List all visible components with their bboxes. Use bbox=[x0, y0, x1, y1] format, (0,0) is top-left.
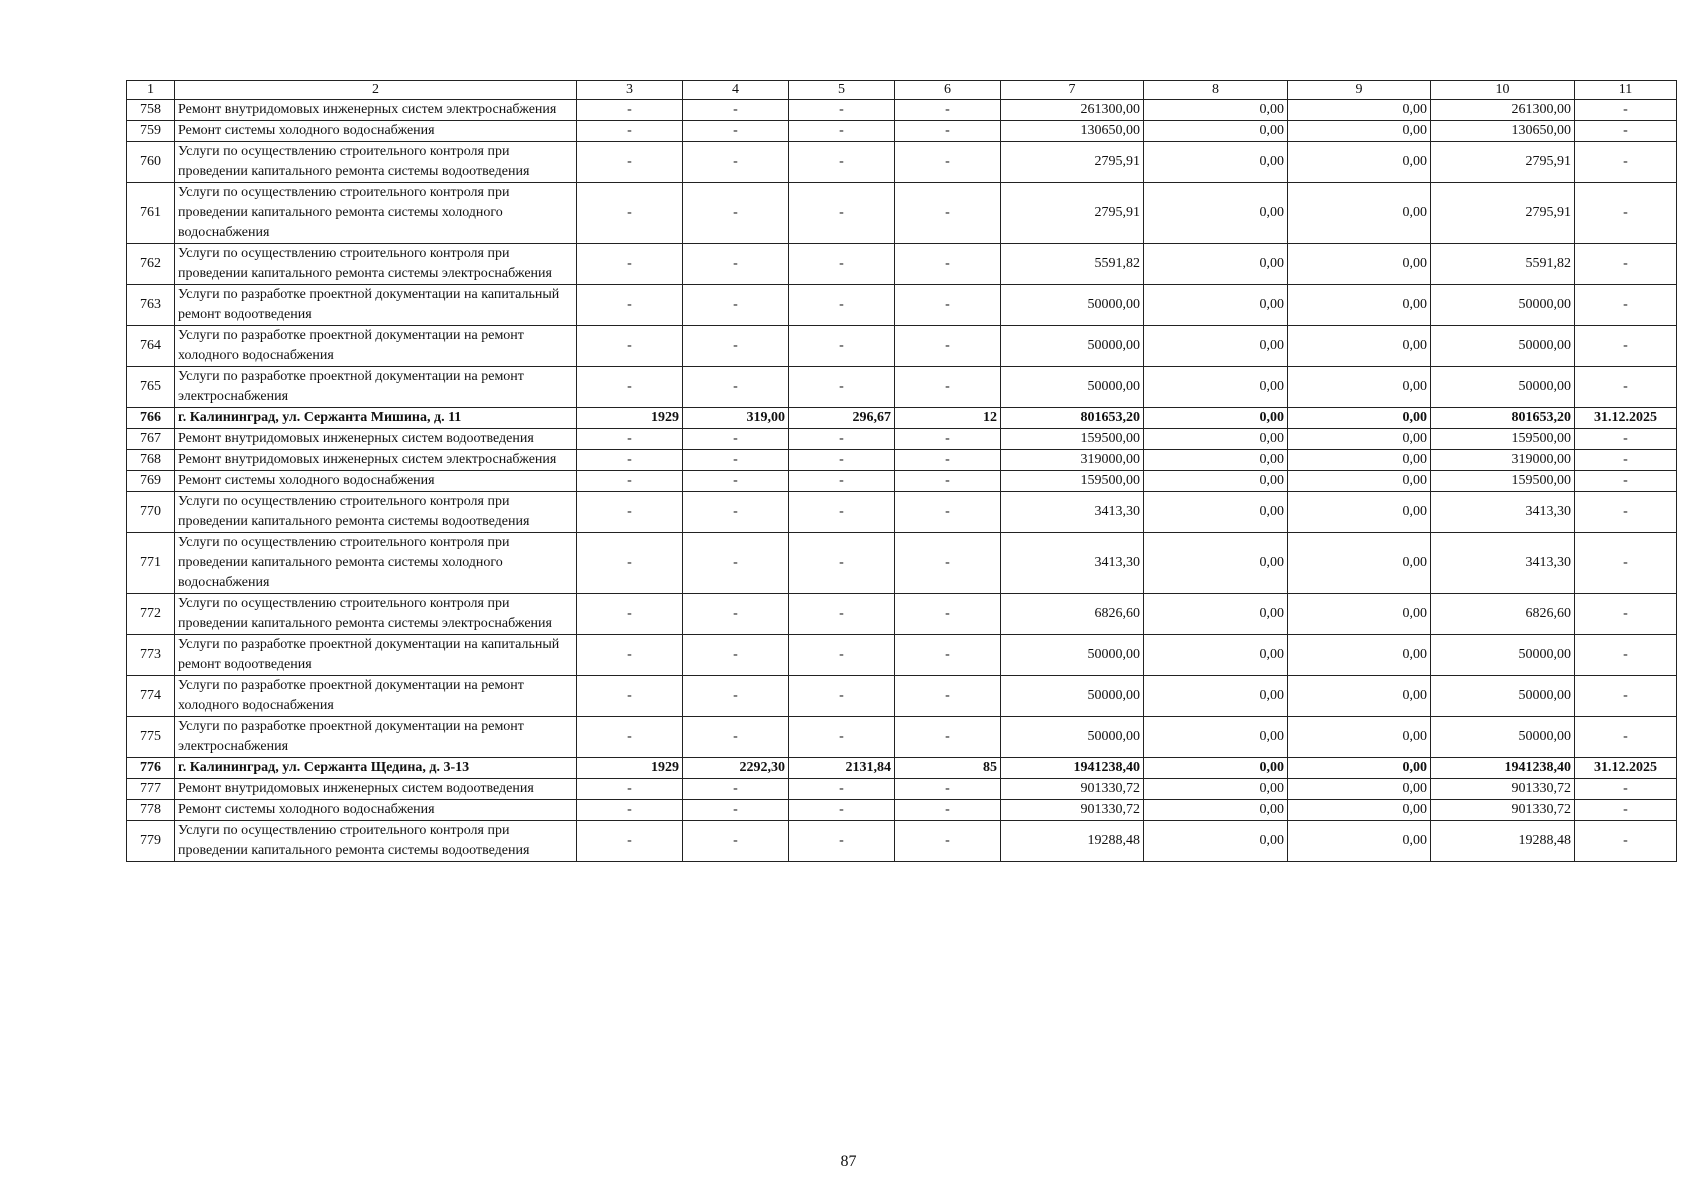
col-7-cell: 50000,00 bbox=[1001, 676, 1144, 717]
col-11-cell: - bbox=[1575, 142, 1677, 183]
col-3-cell: - bbox=[577, 533, 683, 594]
col-5-cell: - bbox=[789, 367, 895, 408]
col-9-cell: 0,00 bbox=[1288, 676, 1431, 717]
col-10-cell: 19288,48 bbox=[1431, 821, 1575, 862]
address-row bbox=[127, 408, 1677, 429]
col-11-cell: - bbox=[1575, 100, 1677, 121]
col-7-cell: 50000,00 bbox=[1001, 285, 1144, 326]
col-9-cell: 0,00 bbox=[1288, 100, 1431, 121]
col-3-cell: - bbox=[577, 800, 683, 821]
col-4-cell: 2292,30 bbox=[683, 758, 789, 779]
row-number-cell: 771 bbox=[127, 533, 175, 594]
col-8-cell: 0,00 bbox=[1144, 635, 1288, 676]
col-10-cell: 159500,00 bbox=[1431, 471, 1575, 492]
column-number-row bbox=[127, 81, 1677, 100]
row-number-cell: 770 bbox=[127, 492, 175, 533]
col-6-cell: - bbox=[895, 717, 1001, 758]
col-11-cell: - bbox=[1575, 821, 1677, 862]
col-9-cell: 0,00 bbox=[1288, 492, 1431, 533]
col-10-cell: 1941238,40 bbox=[1431, 758, 1575, 779]
col-11-cell: - bbox=[1575, 121, 1677, 142]
col-9-cell: 0,00 bbox=[1288, 779, 1431, 800]
table-row bbox=[127, 533, 1677, 594]
table-row bbox=[127, 244, 1677, 285]
page-number: 87 bbox=[840, 1153, 857, 1170]
col-8-cell: 0,00 bbox=[1144, 244, 1288, 285]
col-3-cell: - bbox=[577, 821, 683, 862]
data-table bbox=[126, 80, 1677, 862]
col-6-cell: - bbox=[895, 635, 1001, 676]
col-5-cell: 296,67 bbox=[789, 408, 895, 429]
col-header-7: 7 bbox=[1001, 81, 1144, 100]
row-number-cell: 768 bbox=[127, 450, 175, 471]
col-10-cell: 801653,20 bbox=[1431, 408, 1575, 429]
col-6-cell: - bbox=[895, 471, 1001, 492]
col-header-10: 10 bbox=[1431, 81, 1575, 100]
col-5-cell: - bbox=[789, 450, 895, 471]
col-3-cell: - bbox=[577, 676, 683, 717]
col-7-cell: 50000,00 bbox=[1001, 367, 1144, 408]
col-header-9: 9 bbox=[1288, 81, 1431, 100]
col-3-cell: - bbox=[577, 183, 683, 244]
col-11-cell: - bbox=[1575, 429, 1677, 450]
description-cell: Ремонт внутридомовых инженерных систем электроснабжения bbox=[175, 450, 577, 471]
col-9-cell: 0,00 bbox=[1288, 717, 1431, 758]
col-7-cell: 19288,48 bbox=[1001, 821, 1144, 862]
col-10-cell: 2795,91 bbox=[1431, 183, 1575, 244]
col-6-cell: - bbox=[895, 821, 1001, 862]
col-8-cell: 0,00 bbox=[1144, 326, 1288, 367]
col-5-cell: - bbox=[789, 635, 895, 676]
col-4-cell: - bbox=[683, 676, 789, 717]
col-9-cell: 0,00 bbox=[1288, 285, 1431, 326]
col-7-cell: 2795,91 bbox=[1001, 142, 1144, 183]
col-3-cell: - bbox=[577, 121, 683, 142]
col-10-cell: 50000,00 bbox=[1431, 285, 1575, 326]
col-4-cell: - bbox=[683, 326, 789, 367]
col-4-cell: - bbox=[683, 183, 789, 244]
table-body bbox=[127, 81, 1677, 862]
col-7-cell: 801653,20 bbox=[1001, 408, 1144, 429]
col-8-cell: 0,00 bbox=[1144, 450, 1288, 471]
col-6-cell: - bbox=[895, 779, 1001, 800]
row-number-cell: 764 bbox=[127, 326, 175, 367]
col-5-cell: - bbox=[789, 594, 895, 635]
col-4-cell: - bbox=[683, 533, 789, 594]
col-7-cell: 159500,00 bbox=[1001, 471, 1144, 492]
row-number-cell: 779 bbox=[127, 821, 175, 862]
col-4-cell: - bbox=[683, 779, 789, 800]
description-cell: Ремонт внутридомовых инженерных систем электроснабжения bbox=[175, 100, 577, 121]
col-4-cell: - bbox=[683, 594, 789, 635]
table-row bbox=[127, 779, 1677, 800]
col-3-cell: - bbox=[577, 492, 683, 533]
col-3-cell: - bbox=[577, 326, 683, 367]
col-4-cell: - bbox=[683, 492, 789, 533]
description-cell: Ремонт системы холодного водоснабжения bbox=[175, 121, 577, 142]
col-11-cell: - bbox=[1575, 533, 1677, 594]
col-7-cell: 1941238,40 bbox=[1001, 758, 1144, 779]
col-7-cell: 261300,00 bbox=[1001, 100, 1144, 121]
col-8-cell: 0,00 bbox=[1144, 779, 1288, 800]
col-11-cell: - bbox=[1575, 594, 1677, 635]
col-5-cell: 2131,84 bbox=[789, 758, 895, 779]
col-5-cell: - bbox=[789, 779, 895, 800]
col-3-cell: - bbox=[577, 717, 683, 758]
col-header-6: 6 bbox=[895, 81, 1001, 100]
row-number-cell: 758 bbox=[127, 100, 175, 121]
col-5-cell: - bbox=[789, 800, 895, 821]
col-10-cell: 319000,00 bbox=[1431, 450, 1575, 471]
col-9-cell: 0,00 bbox=[1288, 758, 1431, 779]
table-row bbox=[127, 471, 1677, 492]
table-row bbox=[127, 635, 1677, 676]
description-cell: Ремонт внутридомовых инженерных систем водоотведения bbox=[175, 429, 577, 450]
col-9-cell: 0,00 bbox=[1288, 326, 1431, 367]
table-row bbox=[127, 285, 1677, 326]
col-4-cell: - bbox=[683, 244, 789, 285]
col-11-cell: - bbox=[1575, 635, 1677, 676]
col-6-cell: - bbox=[895, 285, 1001, 326]
col-11-cell: - bbox=[1575, 471, 1677, 492]
col-3-cell: - bbox=[577, 450, 683, 471]
col-11-cell: - bbox=[1575, 367, 1677, 408]
col-8-cell: 0,00 bbox=[1144, 471, 1288, 492]
col-10-cell: 2795,91 bbox=[1431, 142, 1575, 183]
row-number-cell: 773 bbox=[127, 635, 175, 676]
col-11-cell: - bbox=[1575, 676, 1677, 717]
col-11-cell: - bbox=[1575, 450, 1677, 471]
col-10-cell: 5591,82 bbox=[1431, 244, 1575, 285]
col-8-cell: 0,00 bbox=[1144, 800, 1288, 821]
col-header-11: 11 bbox=[1575, 81, 1677, 100]
address-row bbox=[127, 758, 1677, 779]
col-5-cell: - bbox=[789, 471, 895, 492]
col-9-cell: 0,00 bbox=[1288, 821, 1431, 862]
description-cell: Услуги по осуществлению строительного контроля при проведении капитального ремонта системы холодного водоснабжения bbox=[175, 533, 577, 594]
col-9-cell: 0,00 bbox=[1288, 142, 1431, 183]
col-10-cell: 159500,00 bbox=[1431, 429, 1575, 450]
col-10-cell: 261300,00 bbox=[1431, 100, 1575, 121]
description-cell: Ремонт системы холодного водоснабжения bbox=[175, 471, 577, 492]
col-8-cell: 0,00 bbox=[1144, 717, 1288, 758]
col-5-cell: - bbox=[789, 285, 895, 326]
col-6-cell: - bbox=[895, 492, 1001, 533]
row-number-cell: 772 bbox=[127, 594, 175, 635]
col-6-cell: 85 bbox=[895, 758, 1001, 779]
col-5-cell: - bbox=[789, 183, 895, 244]
description-cell: Услуги по разработке проектной документации на ремонт холодного водоснабжения bbox=[175, 326, 577, 367]
description-cell: г. Калининград, ул. Сержанта Мишина, д. 11 bbox=[175, 408, 577, 429]
col-header-5: 5 bbox=[789, 81, 895, 100]
col-4-cell: - bbox=[683, 471, 789, 492]
col-10-cell: 901330,72 bbox=[1431, 800, 1575, 821]
description-cell: Ремонт внутридомовых инженерных систем водоотведения bbox=[175, 779, 577, 800]
col-5-cell: - bbox=[789, 244, 895, 285]
col-6-cell: - bbox=[895, 121, 1001, 142]
description-cell: Услуги по осуществлению строительного контроля при проведении капитального ремонта системы электроснабжения bbox=[175, 594, 577, 635]
col-8-cell: 0,00 bbox=[1144, 183, 1288, 244]
row-number-cell: 762 bbox=[127, 244, 175, 285]
col-9-cell: 0,00 bbox=[1288, 244, 1431, 285]
col-4-cell: - bbox=[683, 800, 789, 821]
table-row bbox=[127, 429, 1677, 450]
col-8-cell: 0,00 bbox=[1144, 429, 1288, 450]
col-6-cell: - bbox=[895, 326, 1001, 367]
col-3-cell: 1929 bbox=[577, 408, 683, 429]
table-row bbox=[127, 142, 1677, 183]
col-10-cell: 50000,00 bbox=[1431, 676, 1575, 717]
col-7-cell: 50000,00 bbox=[1001, 326, 1144, 367]
col-11-cell: - bbox=[1575, 183, 1677, 244]
col-3-cell: - bbox=[577, 594, 683, 635]
table-row bbox=[127, 492, 1677, 533]
col-4-cell: - bbox=[683, 121, 789, 142]
col-10-cell: 3413,30 bbox=[1431, 492, 1575, 533]
col-header-8: 8 bbox=[1144, 81, 1288, 100]
description-cell: г. Калининград, ул. Сержанта Щедина, д. 3-13 bbox=[175, 758, 577, 779]
row-number-cell: 774 bbox=[127, 676, 175, 717]
col-7-cell: 50000,00 bbox=[1001, 717, 1144, 758]
table-row bbox=[127, 821, 1677, 862]
col-3-cell: - bbox=[577, 429, 683, 450]
table-row bbox=[127, 594, 1677, 635]
col-8-cell: 0,00 bbox=[1144, 121, 1288, 142]
description-cell: Услуги по осуществлению строительного контроля при проведении капитального ремонта системы водоотведения bbox=[175, 821, 577, 862]
col-4-cell: 319,00 bbox=[683, 408, 789, 429]
col-7-cell: 319000,00 bbox=[1001, 450, 1144, 471]
col-9-cell: 0,00 bbox=[1288, 533, 1431, 594]
row-number-cell: 760 bbox=[127, 142, 175, 183]
table-row bbox=[127, 717, 1677, 758]
col-11-cell: - bbox=[1575, 492, 1677, 533]
col-7-cell: 130650,00 bbox=[1001, 121, 1144, 142]
col-8-cell: 0,00 bbox=[1144, 821, 1288, 862]
col-3-cell: 1929 bbox=[577, 758, 683, 779]
col-header-4: 4 bbox=[683, 81, 789, 100]
col-11-cell: - bbox=[1575, 244, 1677, 285]
col-11-cell: - bbox=[1575, 779, 1677, 800]
col-4-cell: - bbox=[683, 635, 789, 676]
col-3-cell: - bbox=[577, 285, 683, 326]
col-8-cell: 0,00 bbox=[1144, 100, 1288, 121]
col-7-cell: 3413,30 bbox=[1001, 533, 1144, 594]
col-8-cell: 0,00 bbox=[1144, 533, 1288, 594]
col-7-cell: 159500,00 bbox=[1001, 429, 1144, 450]
col-10-cell: 901330,72 bbox=[1431, 779, 1575, 800]
col-7-cell: 50000,00 bbox=[1001, 635, 1144, 676]
col-8-cell: 0,00 bbox=[1144, 367, 1288, 408]
col-3-cell: - bbox=[577, 635, 683, 676]
col-11-cell: 31.12.2025 bbox=[1575, 408, 1677, 429]
col-7-cell: 2795,91 bbox=[1001, 183, 1144, 244]
col-6-cell: - bbox=[895, 676, 1001, 717]
col-6-cell: - bbox=[895, 100, 1001, 121]
col-4-cell: - bbox=[683, 100, 789, 121]
col-9-cell: 0,00 bbox=[1288, 429, 1431, 450]
col-10-cell: 6826,60 bbox=[1431, 594, 1575, 635]
col-4-cell: - bbox=[683, 285, 789, 326]
table-row bbox=[127, 450, 1677, 471]
col-11-cell: - bbox=[1575, 717, 1677, 758]
row-number-cell: 777 bbox=[127, 779, 175, 800]
table-row bbox=[127, 800, 1677, 821]
row-number-cell: 763 bbox=[127, 285, 175, 326]
col-9-cell: 0,00 bbox=[1288, 408, 1431, 429]
col-9-cell: 0,00 bbox=[1288, 800, 1431, 821]
table-row bbox=[127, 367, 1677, 408]
col-3-cell: - bbox=[577, 142, 683, 183]
col-5-cell: - bbox=[789, 821, 895, 862]
col-11-cell: - bbox=[1575, 800, 1677, 821]
col-5-cell: - bbox=[789, 326, 895, 367]
row-number-cell: 767 bbox=[127, 429, 175, 450]
col-3-cell: - bbox=[577, 100, 683, 121]
row-number-cell: 765 bbox=[127, 367, 175, 408]
col-8-cell: 0,00 bbox=[1144, 408, 1288, 429]
col-header-2: 2 bbox=[175, 81, 577, 100]
description-cell: Услуги по разработке проектной документации на ремонт холодного водоснабжения bbox=[175, 676, 577, 717]
col-9-cell: 0,00 bbox=[1288, 367, 1431, 408]
col-7-cell: 3413,30 bbox=[1001, 492, 1144, 533]
col-8-cell: 0,00 bbox=[1144, 676, 1288, 717]
description-cell: Услуги по осуществлению строительного контроля при проведении капитального ремонта системы холодного водоснабжения bbox=[175, 183, 577, 244]
col-11-cell: - bbox=[1575, 326, 1677, 367]
col-6-cell: - bbox=[895, 429, 1001, 450]
col-4-cell: - bbox=[683, 821, 789, 862]
description-cell: Ремонт системы холодного водоснабжения bbox=[175, 800, 577, 821]
col-5-cell: - bbox=[789, 533, 895, 594]
col-9-cell: 0,00 bbox=[1288, 121, 1431, 142]
col-8-cell: 0,00 bbox=[1144, 492, 1288, 533]
col-3-cell: - bbox=[577, 471, 683, 492]
col-4-cell: - bbox=[683, 429, 789, 450]
col-8-cell: 0,00 bbox=[1144, 285, 1288, 326]
table-row bbox=[127, 676, 1677, 717]
table-row bbox=[127, 121, 1677, 142]
description-cell: Услуги по разработке проектной документации на ремонт электроснабжения bbox=[175, 717, 577, 758]
table-row bbox=[127, 100, 1677, 121]
col-9-cell: 0,00 bbox=[1288, 450, 1431, 471]
col-4-cell: - bbox=[683, 450, 789, 471]
col-5-cell: - bbox=[789, 121, 895, 142]
col-8-cell: 0,00 bbox=[1144, 142, 1288, 183]
description-cell: Услуги по осуществлению строительного контроля при проведении капитального ремонта системы водоотведения bbox=[175, 492, 577, 533]
col-header-3: 3 bbox=[577, 81, 683, 100]
col-10-cell: 130650,00 bbox=[1431, 121, 1575, 142]
row-number-cell: 759 bbox=[127, 121, 175, 142]
col-7-cell: 901330,72 bbox=[1001, 800, 1144, 821]
row-number-cell: 776 bbox=[127, 758, 175, 779]
col-header-1: 1 bbox=[127, 81, 175, 100]
col-6-cell: - bbox=[895, 800, 1001, 821]
col-10-cell: 3413,30 bbox=[1431, 533, 1575, 594]
col-6-cell: - bbox=[895, 367, 1001, 408]
row-number-cell: 769 bbox=[127, 471, 175, 492]
col-3-cell: - bbox=[577, 367, 683, 408]
col-9-cell: 0,00 bbox=[1288, 594, 1431, 635]
col-4-cell: - bbox=[683, 717, 789, 758]
col-5-cell: - bbox=[789, 429, 895, 450]
row-number-cell: 761 bbox=[127, 183, 175, 244]
description-cell: Услуги по осуществлению строительного контроля при проведении капитального ремонта системы электроснабжения bbox=[175, 244, 577, 285]
col-6-cell: 12 bbox=[895, 408, 1001, 429]
col-7-cell: 901330,72 bbox=[1001, 779, 1144, 800]
col-4-cell: - bbox=[683, 367, 789, 408]
description-cell: Услуги по разработке проектной документации на капитальный ремонт водоотведения bbox=[175, 635, 577, 676]
col-9-cell: 0,00 bbox=[1288, 183, 1431, 244]
col-5-cell: - bbox=[789, 100, 895, 121]
col-6-cell: - bbox=[895, 142, 1001, 183]
col-8-cell: 0,00 bbox=[1144, 758, 1288, 779]
col-6-cell: - bbox=[895, 533, 1001, 594]
col-5-cell: - bbox=[789, 142, 895, 183]
col-3-cell: - bbox=[577, 244, 683, 285]
col-7-cell: 6826,60 bbox=[1001, 594, 1144, 635]
col-7-cell: 5591,82 bbox=[1001, 244, 1144, 285]
table-row bbox=[127, 183, 1677, 244]
col-10-cell: 50000,00 bbox=[1431, 635, 1575, 676]
row-number-cell: 775 bbox=[127, 717, 175, 758]
col-3-cell: - bbox=[577, 779, 683, 800]
col-11-cell: 31.12.2025 bbox=[1575, 758, 1677, 779]
col-9-cell: 0,00 bbox=[1288, 635, 1431, 676]
col-6-cell: - bbox=[895, 244, 1001, 285]
row-number-cell: 766 bbox=[127, 408, 175, 429]
col-6-cell: - bbox=[895, 594, 1001, 635]
col-5-cell: - bbox=[789, 492, 895, 533]
description-cell: Услуги по осуществлению строительного контроля при проведении капитального ремонта системы водоотведения bbox=[175, 142, 577, 183]
col-11-cell: - bbox=[1575, 285, 1677, 326]
col-6-cell: - bbox=[895, 183, 1001, 244]
col-10-cell: 50000,00 bbox=[1431, 367, 1575, 408]
col-5-cell: - bbox=[789, 717, 895, 758]
description-cell: Услуги по разработке проектной документации на ремонт электроснабжения bbox=[175, 367, 577, 408]
col-10-cell: 50000,00 bbox=[1431, 717, 1575, 758]
table-row bbox=[127, 326, 1677, 367]
col-4-cell: - bbox=[683, 142, 789, 183]
col-10-cell: 50000,00 bbox=[1431, 326, 1575, 367]
col-9-cell: 0,00 bbox=[1288, 471, 1431, 492]
description-cell: Услуги по разработке проектной документации на капитальный ремонт водоотведения bbox=[175, 285, 577, 326]
col-6-cell: - bbox=[895, 450, 1001, 471]
row-number-cell: 778 bbox=[127, 800, 175, 821]
col-5-cell: - bbox=[789, 676, 895, 717]
col-8-cell: 0,00 bbox=[1144, 594, 1288, 635]
